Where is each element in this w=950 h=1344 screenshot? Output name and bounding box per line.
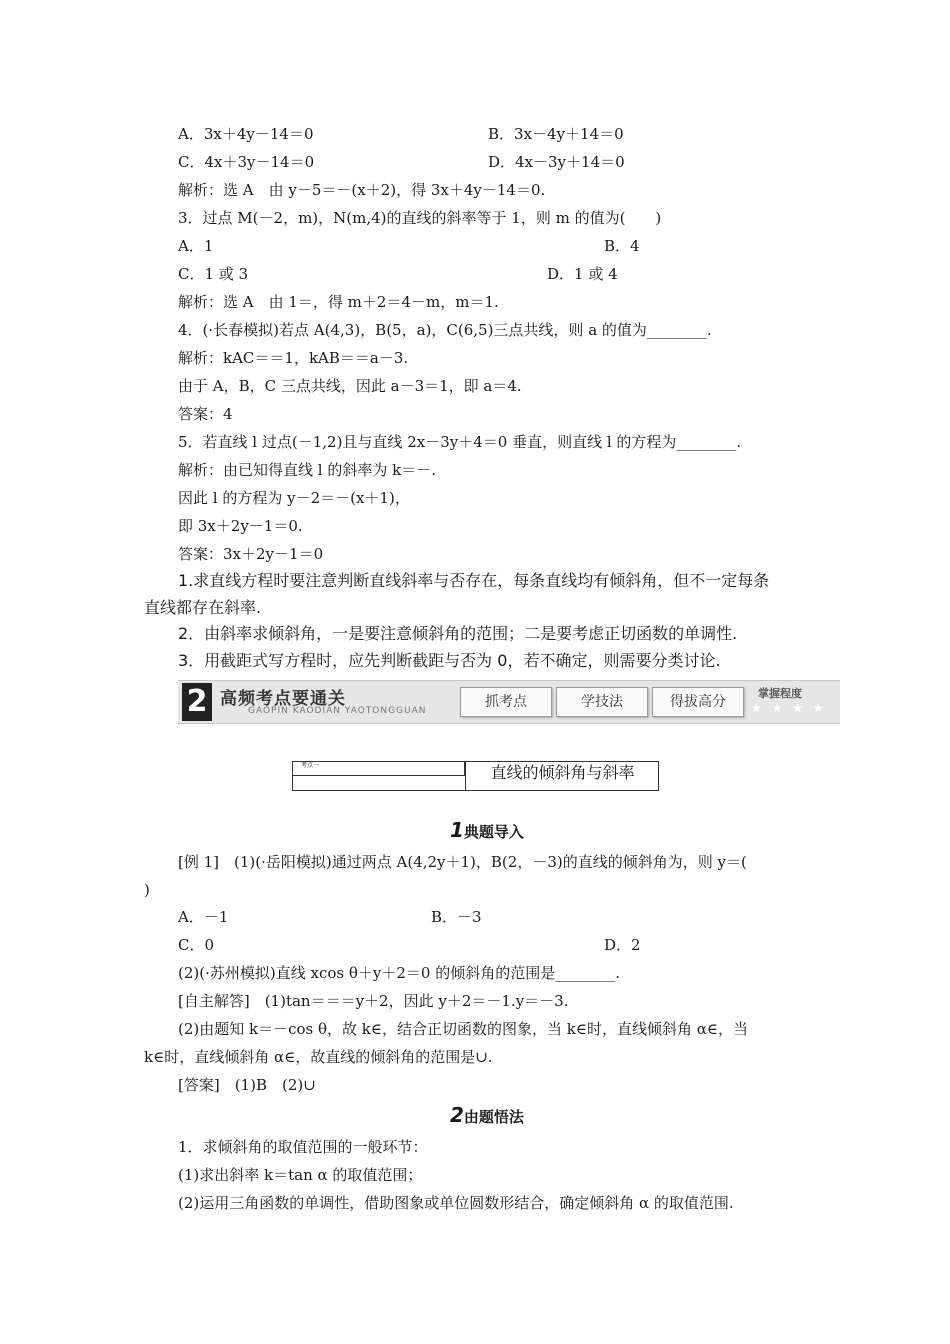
example-1-option-a: A．－1 bbox=[178, 908, 229, 926]
example-1-line-2: ) bbox=[144, 881, 150, 899]
q3-stem: 3．过点 M(－2，m)，N(m,4)的直线的斜率等于 1，则 m 的值为( ) bbox=[178, 209, 662, 227]
q2-analysis: 解析：选 A 由 y－5＝－(x＋2)，得 3x＋4y－14＝0. bbox=[178, 181, 546, 199]
q5-stem: 5．若直线 l 过点(－1,2)且与直线 2x－3y＋4＝0 垂直，则直线 l 的方程为________. bbox=[178, 433, 742, 451]
method-line-2: (2)运用三角函数的单调性，借助图象或单位圆数形结合，确定倾斜角 α 的取值范围. bbox=[178, 1194, 734, 1212]
q4-analysis-1: 解析：kAC＝＝1，kAB＝＝a－3. bbox=[178, 349, 409, 367]
q5-analysis-1: 解析：由已知得直线 l 的斜率为 k＝－. bbox=[178, 461, 436, 479]
q4-stem: 4．(·长春模拟)若点 A(4,3)，B(5，a)，C(6,5)三点共线，则 a 的值为________. bbox=[178, 321, 712, 339]
method-line-1: (1)求出斜率 k＝tan α 的取值范围； bbox=[178, 1166, 423, 1184]
example-1-option-c: C．0 bbox=[178, 936, 215, 954]
tab-grasp-points[interactable]: 抓考点 bbox=[460, 687, 552, 717]
section-2-number: 2 bbox=[450, 1103, 464, 1127]
example-1-solution-2-line-2: k∈时，直线倾斜角 α∈，故直线的倾斜角的范围是∪. bbox=[144, 1048, 493, 1066]
example-1-part-2: (2)(·苏州模拟)直线 xcos θ＋y＋2＝0 的倾斜角的范围是________. bbox=[178, 964, 620, 982]
example-1-line-1: [例 1] (1)(·岳阳模拟)通过两点 A(4,2y＋1)，B(2，－3)的直线的倾斜角为，则 y＝( bbox=[178, 853, 747, 871]
example-1-solution-1: [自主解答] (1)tan＝＝＝y＋2，因此 y＋2＝－1.y＝－3. bbox=[178, 992, 569, 1010]
knowledge-point-label: 考点一 bbox=[293, 762, 465, 776]
section-methods bbox=[450, 1105, 524, 1127]
q3-option-d: D．1 或 4 bbox=[547, 265, 618, 283]
section-1-number: 1 bbox=[450, 818, 464, 842]
method-line-0: 1．求倾斜角的取值范围的一般环节： bbox=[178, 1138, 428, 1156]
section-1-title: 典题导入 bbox=[463, 823, 524, 841]
knowledge-point-title: 直线的倾斜角与斜率 bbox=[465, 762, 659, 790]
banner-number: 2 bbox=[182, 683, 212, 721]
q4-analysis-2: 由于 A，B，C 三点共线，因此 a－3＝1，即 a＝4. bbox=[178, 377, 522, 395]
example-1-solution-2-line-1: (2)由题知 k＝－cos θ，故 k∈，结合正切函数的图象，当 k∈时，直线倾斜角 α∈，当 bbox=[178, 1020, 748, 1038]
mastery-label: 掌握程度 bbox=[758, 687, 802, 700]
q4-answer: 答案：4 bbox=[178, 405, 233, 423]
mastery-stars: ★ ★ ★ ★ bbox=[751, 701, 827, 715]
q2-option-c: C．4x＋3y－14＝0 bbox=[178, 153, 315, 171]
tab-learn-skills[interactable]: 学技法 bbox=[556, 687, 648, 717]
banner-title: 高频考点要通关 bbox=[220, 689, 346, 709]
q2-option-b: B．3x－4y＋14＝0 bbox=[488, 125, 624, 143]
section-typical-problems bbox=[450, 820, 524, 842]
example-1-answer: [答案] (1)B (2)∪ bbox=[178, 1076, 316, 1094]
q3-analysis: 解析：选 A 由 1＝，得 m＋2＝4－m，m＝1. bbox=[178, 293, 499, 311]
q5-analysis-3: 即 3x＋2y－1＝0. bbox=[178, 517, 303, 535]
q2-option-a: A．3x＋4y－14＝0 bbox=[178, 125, 314, 143]
note-1-line-2: 直线都存在斜率. bbox=[144, 598, 262, 617]
q3-option-b: B．4 bbox=[604, 237, 640, 255]
knowledge-point-box bbox=[292, 761, 659, 791]
q5-analysis-2: 因此 l 的方程为 y－2＝－(x＋1)， bbox=[178, 489, 410, 507]
q3-option-c: C．1 或 3 bbox=[178, 265, 249, 283]
note-3: 3．用截距式写方程时，应先判断截距与否为 0，若不确定，则需要分类讨论. bbox=[178, 651, 721, 670]
q5-answer: 答案：3x＋2y－1＝0 bbox=[178, 545, 324, 563]
section-banner bbox=[178, 680, 840, 724]
banner-subtitle: GAOPIN KAODIAN YAOTONGGUAN bbox=[248, 706, 427, 716]
tab-high-scores[interactable]: 得拔高分 bbox=[652, 687, 744, 717]
q2-option-d: D．4x－3y＋14＝0 bbox=[488, 153, 625, 171]
note-2: 2．由斜率求倾斜角，一是要注意倾斜角的范围；二是要考虑正切函数的单调性. bbox=[178, 624, 738, 643]
example-1-option-d: D．2 bbox=[604, 936, 641, 954]
note-1-line-1: 1.求直线方程时要注意判断直线斜率与否存在，每条直线均有倾斜角，但不一定每条 bbox=[178, 571, 770, 590]
section-2-title: 由题悟法 bbox=[463, 1108, 524, 1126]
q3-option-a: A．1 bbox=[178, 237, 214, 255]
example-1-option-b: B．－3 bbox=[431, 908, 482, 926]
